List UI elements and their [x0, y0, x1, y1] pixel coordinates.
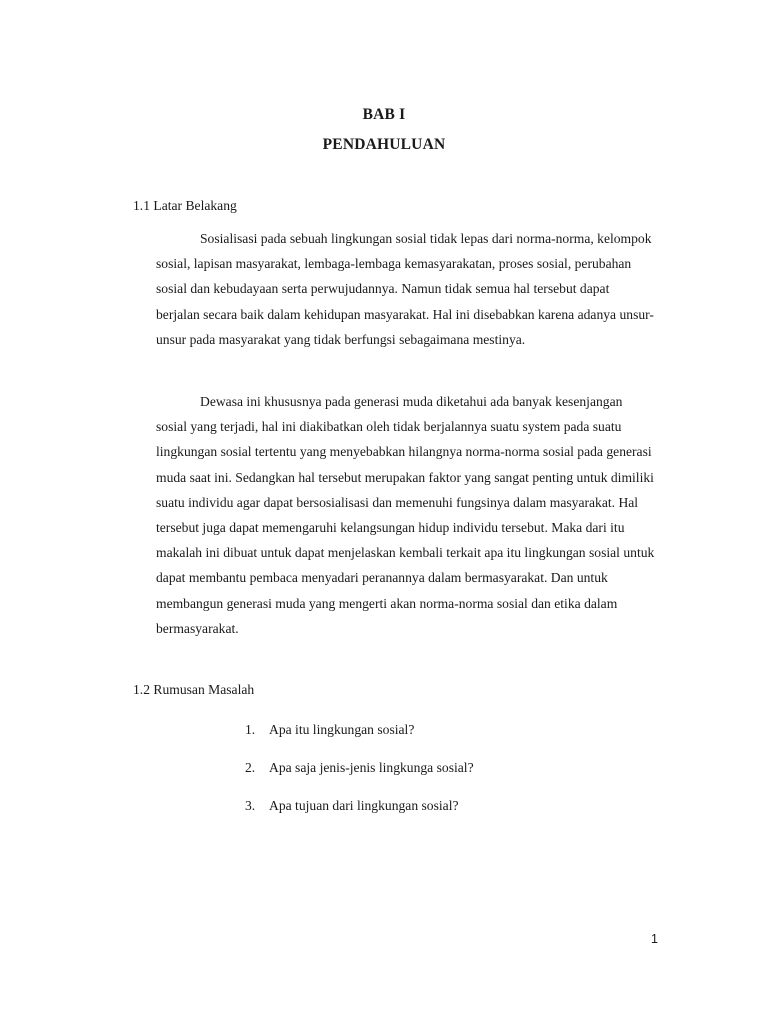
- section-heading-rumusan-masalah: 1.2 Rumusan Masalah: [133, 682, 255, 697]
- list-item-text: Apa saja jenis-jenis lingkunga sosial?: [269, 760, 474, 775]
- page-number: 1: [651, 932, 658, 946]
- chapter-title: PENDAHULUAN: [322, 136, 446, 153]
- paragraph-sosialisasi: Sosialisasi pada sebuah lingkungan sosial tidak lepas dari norma-norma, kelompok sosial, lapisan masyarakat, lembaga-lembaga kemasyarakatan, proses sosial, perubahan sosial dan kebudayaan serta perwujudannya. Namun tidak semua hal tersebut dapat berjalan secara baik dalam kehidupan masyarakat. Hal ini disebabkan karena adanya unsur-unsur pada masyarakat yang tidak berfungsi sebagaimana mestinya.: [156, 231, 654, 347]
- list-item-number: 2.: [245, 760, 256, 775]
- research-question-list: [245, 717, 474, 831]
- list-item-text: Apa itu lingkungan sosial?: [269, 722, 415, 737]
- list-item-number: 1.: [245, 722, 256, 737]
- list-item: [245, 755, 474, 780]
- list-item-number: 3.: [245, 798, 256, 813]
- list-item: [245, 717, 474, 742]
- list-item: [245, 793, 474, 818]
- chapter-number: BAB I: [362, 106, 406, 123]
- list-item-text: Apa tujuan dari lingkungan sosial?: [269, 798, 459, 813]
- section-heading-latar-belakang: 1.1 Latar Belakang: [133, 198, 237, 213]
- paragraph-dewasa-ini: Dewasa ini khususnya pada generasi muda diketahui ada banyak kesenjangan sosial yang terjadi, hal ini diakibatkan oleh tidak berjalannya suatu system pada suatu lingkungan sosial tertentu yang menyebabkan hilangnya norma-norma sosial pada generasi muda saat ini. Sedangkan hal tersebut merupakan faktor yang sangat penting untuk dimiliki suatu individu agar dapat bersosialisasi dan memenuhi fungsinya dalam masyarakat. Hal tersebut juga dapat memengaruhi kelangsungan hidup individu tersebut. Maka dari itu makalah ini dibuat untuk dapat menjelaskan kembali terkait apa itu lingkungan sosial untuk dapat membantu pembaca menyadari peranannya dalam bermasyarakat. Dan untuk membangun generasi muda yang mengerti akan norma-norma sosial dan etika dalam bermasyarakat.: [156, 394, 655, 636]
